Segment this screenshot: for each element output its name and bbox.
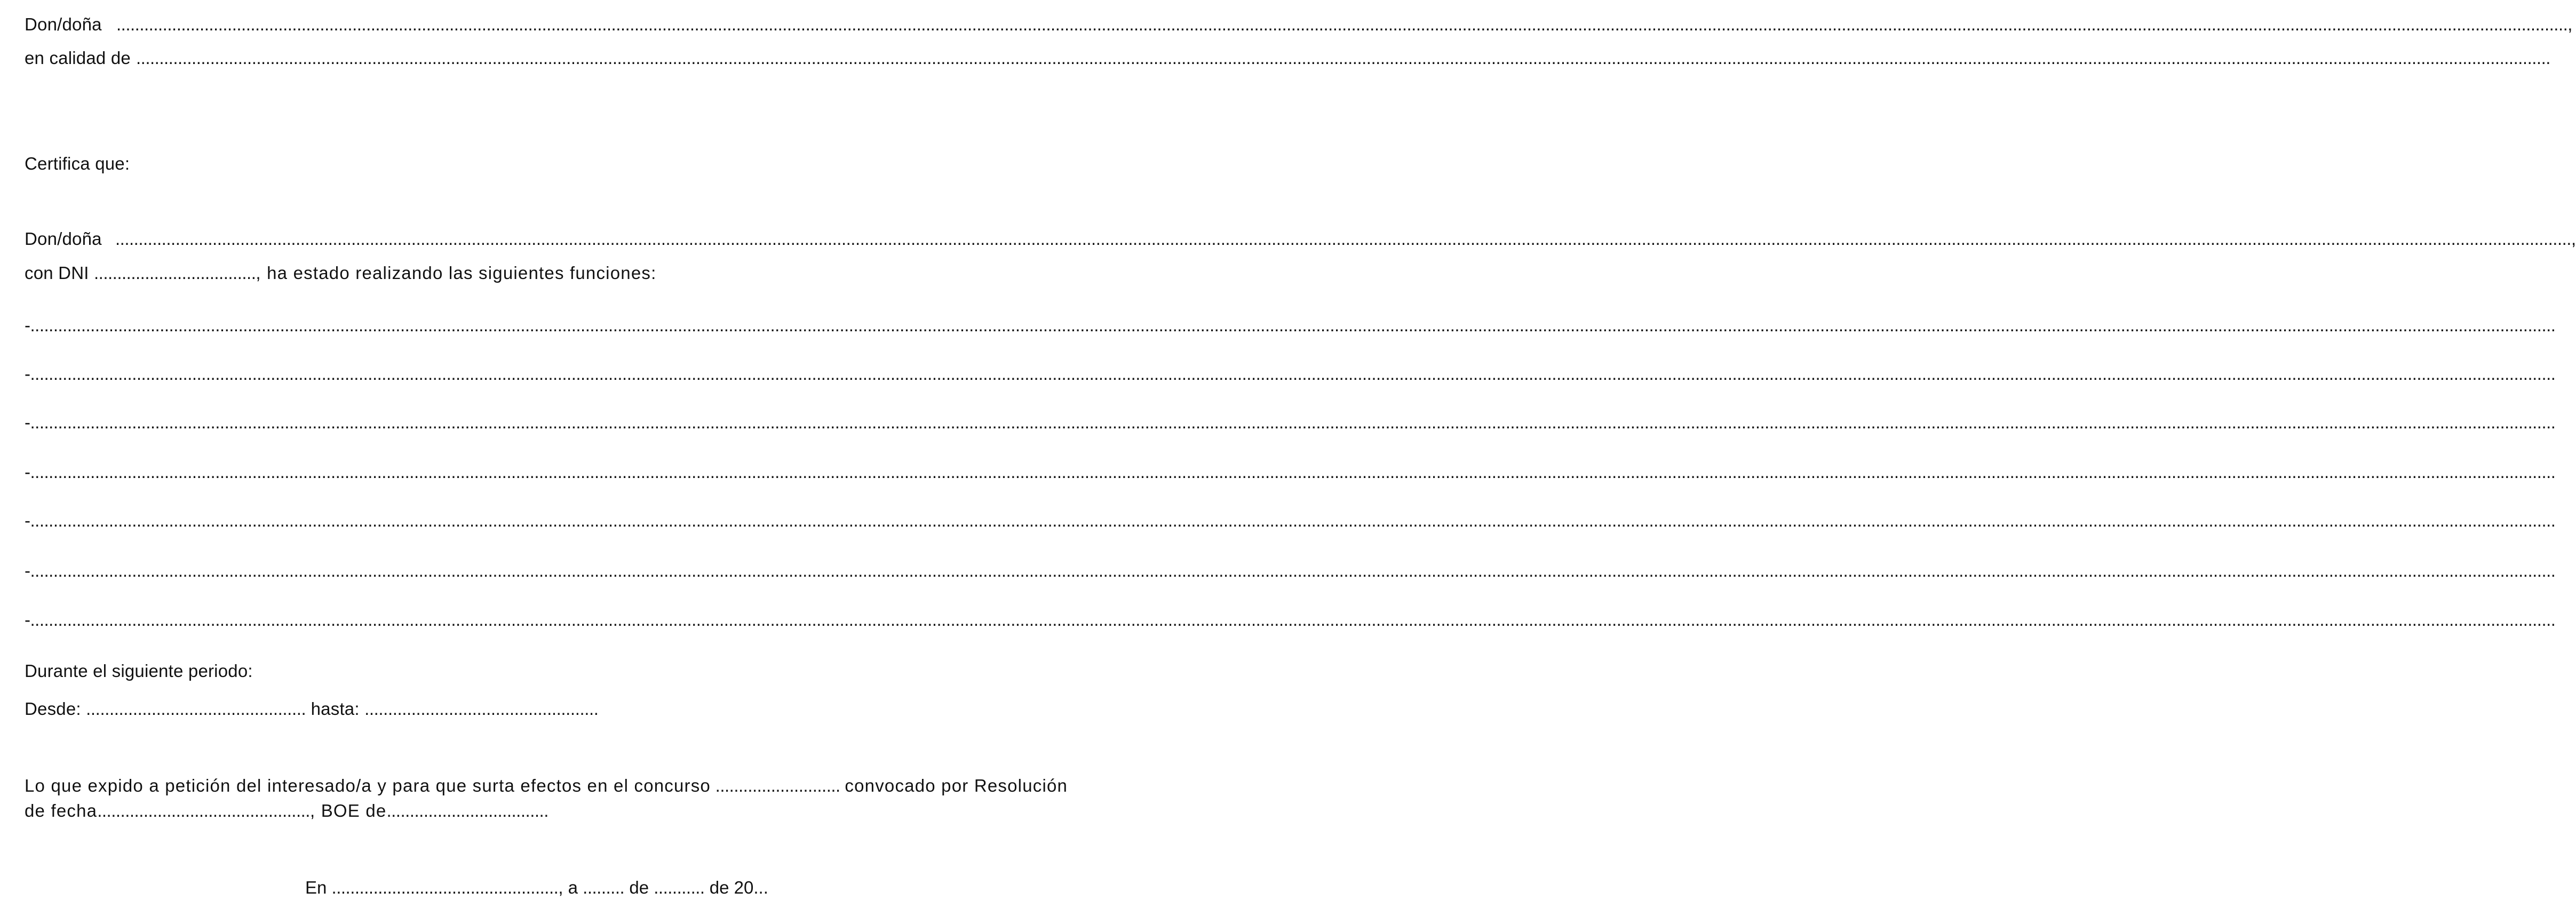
desde-field[interactable]: ............................................... xyxy=(86,699,306,719)
boe-field[interactable]: ................................... xyxy=(386,801,548,821)
function-row[interactable]: -.................................................................................................................................................................................................................................................................................................................................................................................................................................................................................................................................................................. xyxy=(25,364,2556,384)
statement-line-2 xyxy=(25,800,548,822)
concurso-field[interactable]: ........................... xyxy=(711,776,845,795)
header-don-line xyxy=(25,14,102,35)
function-row[interactable]: -.................................................................................................................................................................................................................................................................................................................................................................................................................................................................................................................................................................. xyxy=(25,462,2556,482)
fecha-label: de fecha xyxy=(25,801,98,821)
period-range-line xyxy=(25,698,599,720)
header-don-label: Don/doña xyxy=(25,14,102,34)
closing-line xyxy=(305,877,768,898)
fecha-field[interactable]: .............................................. xyxy=(97,801,310,821)
function-row[interactable]: -.................................................................................................................................................................................................................................................................................................................................................................................................................................................................................................................................................................. xyxy=(25,315,2556,335)
function-row[interactable]: -.................................................................................................................................................................................................................................................................................................................................................................................................................................................................................................................................................................. xyxy=(25,561,2556,580)
hasta-field[interactable]: .................................................. xyxy=(364,699,599,719)
month-field[interactable]: ........... xyxy=(654,878,705,897)
header-calidad-label: en calidad de xyxy=(25,48,131,68)
statement-line-1 xyxy=(25,775,1113,796)
a-label: , a xyxy=(558,878,583,897)
dni-suffix: , ha estado realizando las siguientes funciones: xyxy=(256,263,657,283)
dni-prefix: con DNI xyxy=(25,263,94,283)
period-label: Durante el siguiente periodo: xyxy=(25,661,253,681)
dni-field[interactable]: ................................... xyxy=(93,263,256,283)
function-row[interactable]: -.................................................................................................................................................................................................................................................................................................................................................................................................................................................................................................................................................................. xyxy=(25,511,2556,530)
day-field[interactable]: ......... xyxy=(583,878,625,897)
de-label: de xyxy=(624,878,654,897)
place-field[interactable]: ................................................. xyxy=(331,878,559,897)
boe-label: , BOE de xyxy=(309,801,387,821)
statement-end: convocado por Resolución xyxy=(845,776,1068,795)
header-don-field[interactable]: .................................................................................................................................................................................................................................................................................................................................................................................................................................................................................................................................................., xyxy=(116,14,2572,34)
header-calidad-field[interactable]: .......................................................................................................................................................................................................................................................................................................................................................................................................................................................................................................................................... xyxy=(136,48,2550,68)
hasta-label: hasta: xyxy=(306,699,365,719)
year-label: de 20... xyxy=(704,878,768,897)
subject-dni-line xyxy=(25,262,656,284)
en-label: En xyxy=(305,878,332,897)
subject-don-label: Don/doña xyxy=(25,229,102,249)
function-row[interactable]: -.................................................................................................................................................................................................................................................................................................................................................................................................................................................................................................................................................................. xyxy=(25,412,2556,432)
header-calidad-line xyxy=(25,47,131,69)
function-row[interactable]: -.................................................................................................................................................................................................................................................................................................................................................................................................................................................................................................................................................................. xyxy=(25,610,2556,630)
subject-don-field[interactable]: ..................................................................................................................................................................................................................................................................................................................................................................................................................................................................................................................................................., xyxy=(115,229,2576,249)
certifica-label: Certifica que: xyxy=(25,154,130,173)
desde-label: Desde: xyxy=(25,699,86,719)
statement-text: Lo que expido a petición del interesado/a y para que surta efectos en el concurso xyxy=(25,776,711,795)
subject-don-line xyxy=(25,228,102,250)
